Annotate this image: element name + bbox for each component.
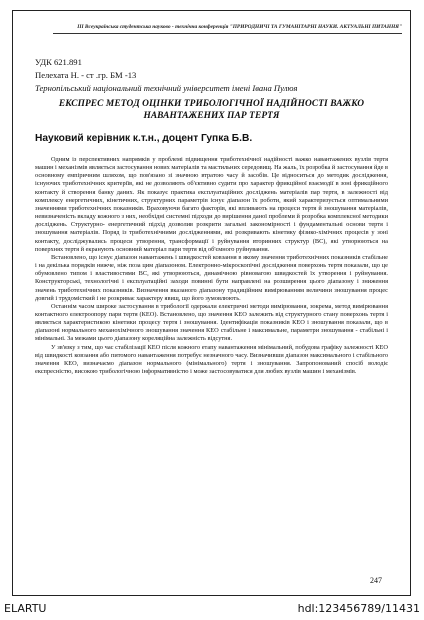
page-number: 247 bbox=[370, 576, 382, 585]
body-paragraph: Останнім часом широке застосування в трибології одержали електричні методи вимірювання, зокрема, метод вимірювання контактного електроопору пари тертя (КЕО). Встановлено, що значення КЕО залежить від структурного стану поверхонь тертя і являється характеристикою кінетики процесу тертя і зношування. Ідентифікація показників КЕО і зношування показали, що в діапазоні нормального механохімічного зношування значення КЕО стабільне і максимальне, параметри зношування - стабільні і мінімальні. За межами цього діапазону кореляційна залежність відсутня. bbox=[35, 302, 388, 343]
conference-header: ІІІ Всеукраїнська студентська науково - технічна конференція "ПРИРОДНИЧІ ТА ГУМАНІТАРНІ НАУКИ. АКТУАЛЬНІ ПИТАННЯ" bbox=[53, 24, 402, 34]
body-paragraph: Встановлено, що існує діапазон навантажень і швидкостей ковзання в якому значення триботехнічних показників стабільне і на декілька порядків нижче, ніж поза цим діапазоном. Електронно-мікроскопічні дослідження поверхонь тертя показали, що це обумовлено типом і властивостями ВС, які утворюються, динамічною рівновагою швидкостей їх утворення і руйнування. Конструкторські, технологічні і експлуатаційні заходи повинні бути направлені на розширення цього діапазону і зниження значень триботехнічних показників. Визначення вказаного діапазону традиційним вимірюванням величини зношування процес довгий і трудомісткий і не розкриває характеру явищ, що його зумовлюють. bbox=[35, 253, 388, 302]
body-paragraph: У зв'язку з тим, що час стабілізації КЕО після кожного етапу навантаження мінімальний, побудова графіку залежності КЕО від швидкості ковзання або питомого навантаження потребує незначного часу. Визначивши діапазон максимального і стабільного значення КЕО, визначаємо діапазон нормального (мінімального) тертя і зношування. Запропонований спосіб володіє експресністю, високою трибологічною інформативністю і може застосовуватися для любих вузлів машин і механізмів. bbox=[35, 343, 388, 376]
paper-body bbox=[35, 156, 388, 376]
author-line: Пелехата Н. - ст .гр. БМ -13 bbox=[35, 70, 137, 80]
paper-title: ЕКСПРЕС МЕТОД ОЦІНКИ ТРИБОЛОГІЧНОЇ НАДІЙНОСТІ ВАЖКО НАВАНТАЖЕНИХ ПАР ТЕРТЯ bbox=[58, 99, 365, 121]
footer-handle: hdl:123456789/11431 bbox=[297, 602, 420, 615]
supervisor-line: Науковий керівник к.т.н., доцент Гупка Б.В. bbox=[35, 133, 253, 144]
document-page bbox=[12, 10, 411, 596]
body-paragraph: Одним із перспективних напрямків у проблемі підвищення триботехнічної надійності важко навантажених вузлів тертя машин і механізмів являється застосування нових матеріалів та мастильних середовищ. На жаль, їх розробка й застосування йде в основному емпіричним шляхом, що пов'язано зі значною втратою часу й засобів. Це відноситься до методик дослідження, існуючих триботехнічних критеріїв, які не дозволяють об'єктивно судити про характер фрикційної взаємодії в зоні фрикційного контакту й створення банку даних. Як показує практика експлуатаційних досліджень матеріалів пар тертя, в залежності від комплексу енергетичних, кінетичних, структурних параметрів існує діапазон їх роботи, який характеризується оптимальними значеннями триботехнічних показників. Враховуючи багато факторів, які впливають на процеси тертя й зношування матеріалів, невизначеність вкладу кожного з них, необхідні системні підходи до вирішення даної проблеми й розробка комплексної методики досліджень. Структурно- енергетичний підхід дозволив розкрити загальні закономірності і фундаментальні основи тертя і зношування матеріалів. Поряд із триботехнічними дослідженнями, які розкривають кінетику фізико-хімічних процесів у зоні контакту, досліджувались процеси утворення, трансформації і руйнування вторинних структур (ВС), які утворюються на поверхнях тертя й екранують основний матеріал пари тертя від об'ємного руйнування. bbox=[35, 156, 388, 253]
footer-repository: ELARTU bbox=[4, 602, 47, 615]
university-line: Тернопільський національний технічний університет імені Івана Пулюя bbox=[35, 83, 298, 93]
udk-code: УДК 621.891 bbox=[35, 57, 82, 67]
